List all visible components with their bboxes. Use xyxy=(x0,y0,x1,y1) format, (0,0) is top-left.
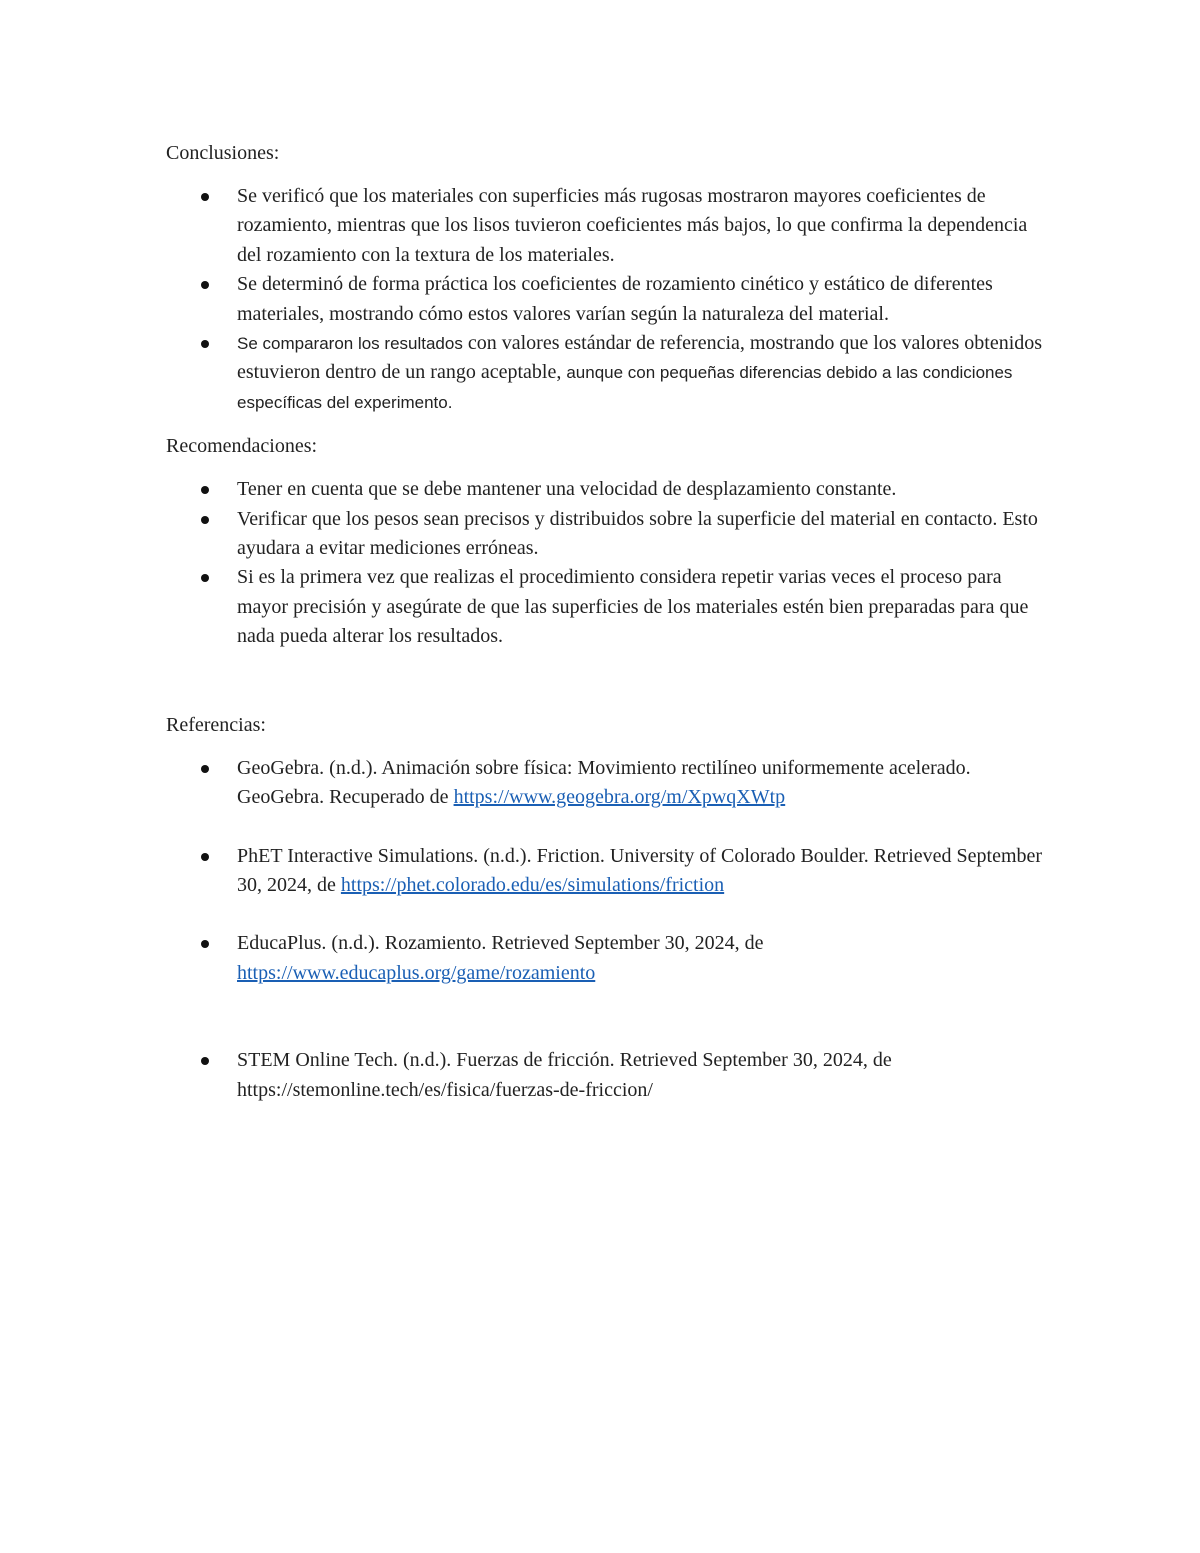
references-list xyxy=(166,754,1046,1105)
recommendation-text: Si es la primera vez que realizas el procedimiento considera repetir varias veces el proceso para mayor precisión y asegúrate de que las superficies de los materiales estén bien preparadas para que nada pueda alterar los resultados. xyxy=(237,566,1029,648)
conclusion-text: Se verificó que los materiales con superficies más rugosas mostraron mayores coeficientes de rozamiento, mientras que los lisos tuvieron coeficientes más bajos, lo que confirma la dependencia del rozamiento con la textura de los materiales. xyxy=(237,185,1028,266)
reference-item xyxy=(166,1046,1046,1105)
reference-item xyxy=(166,754,1046,813)
bullet-icon xyxy=(201,853,209,861)
reference-item xyxy=(166,929,1046,988)
conclusions-heading: Conclusiones: xyxy=(166,142,280,164)
reference-text: GeoGebra. (n.d.). Animación sobre física: Movimiento rectilíneo uniformemente acelerado. GeoGebra. Recuperado de xyxy=(237,756,971,809)
conclusion-text-part: Se compararon los resultados xyxy=(237,334,463,354)
reference-link[interactable]: https://www.geogebra.org/m/XpwqXWtp xyxy=(453,786,786,809)
reference-link[interactable]: https://phet.colorado.edu/es/simulations/friction xyxy=(340,873,725,896)
reference-text: EducaPlus. (n.d.). Rozamiento. Retrieved September 30, 2024, de xyxy=(237,932,764,955)
recommendation-item xyxy=(166,505,1046,564)
recommendation-text: Verificar que los pesos sean precisos y distribuidos sobre la superficie del material en contacto. Esto ayudara a evitar mediciones erróneas. xyxy=(237,507,1038,560)
reference-text: PhET Interactive Simulations. (n.d.). Friction. University of Colorado Boulder. Retrieved September 30, 2024, de xyxy=(237,844,1043,896)
conclusions-list xyxy=(166,182,1046,417)
references-heading: Referencias: xyxy=(166,713,266,736)
bullet-icon xyxy=(201,574,209,582)
conclusion-item xyxy=(166,182,1046,270)
bullet-icon xyxy=(201,486,209,494)
recommendations-list xyxy=(166,475,1046,651)
reference-item xyxy=(166,842,1046,901)
bullet-icon xyxy=(201,765,209,773)
recommendation-item xyxy=(166,563,1046,651)
reference-text: STEM Online Tech. (n.d.). Fuerzas de fricción. Retrieved September 30, 2024, de https://stemonline.tech/es/fisica/fuerzas-de-friccion/ xyxy=(237,1049,892,1101)
bullet-icon xyxy=(201,1057,209,1065)
conclusion-text-part: con valores estándar de referencia, mostrando que los valores obtenidos estuvieron dentro de un rango aceptable, xyxy=(237,332,1043,384)
recommendation-item xyxy=(166,475,1046,504)
recommendation-text: Tener en cuenta que se debe mantener una velocidad de desplazamiento constante. xyxy=(237,478,897,501)
conclusion-item xyxy=(166,329,1046,417)
conclusion-item xyxy=(166,270,1046,329)
bullet-icon xyxy=(201,193,209,201)
conclusion-text-part: aunque con pequeñas diferencias debido a las condiciones específicas del experimento. xyxy=(237,363,1013,412)
conclusion-text: Se determinó de forma práctica los coeficientes de rozamiento cinético y estático de diferentes materiales, mostrando cómo estos valores varían según la naturaleza del material. xyxy=(237,273,993,325)
recommendations-heading: Recomendaciones: xyxy=(166,435,318,458)
bullet-icon xyxy=(201,516,209,524)
document-page xyxy=(166,138,1046,1105)
bullet-icon xyxy=(201,281,209,289)
reference-link[interactable]: https://www.educaplus.org/game/rozamiento xyxy=(237,961,596,984)
bullet-icon xyxy=(201,940,209,948)
bullet-icon xyxy=(201,340,209,348)
